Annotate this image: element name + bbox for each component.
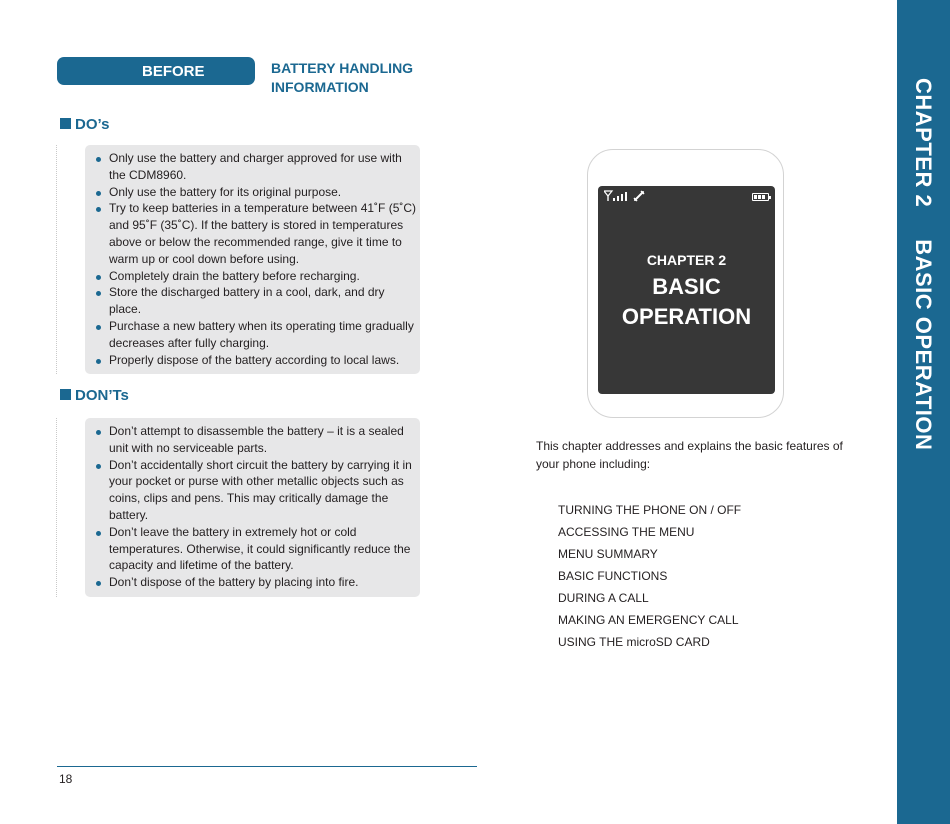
- bullet-icon: [96, 325, 101, 330]
- side-tab-title: BASIC OPERATION: [911, 239, 936, 451]
- donts-heading-text: DON’Ts: [75, 387, 129, 404]
- list-item: Only use the battery and charger approved for use with the CDM8960.: [85, 150, 420, 184]
- bullet-icon: [96, 581, 101, 586]
- screen-title-line-2: OPERATION: [621, 304, 752, 329]
- list-item: Don’t leave the battery in extremely hot or cold temperatures. Otherwise, it could significantly reduce the capacity and lifetime of the battery.: [85, 524, 420, 574]
- screen-chapter-label: CHAPTER 2: [646, 252, 727, 268]
- list-item: Don’t attempt to disassemble the battery – it is a sealed unit with no serviceable parts.: [85, 423, 420, 457]
- status-icons: [604, 190, 645, 204]
- bullet-icon: [96, 207, 101, 212]
- topic-item: USING THE microSD CARD: [558, 635, 710, 649]
- phone-icon: [633, 190, 645, 202]
- list-item: Only use the battery for its original purpose.: [85, 184, 420, 201]
- footer-rule: [57, 766, 477, 767]
- screen-title: [598, 272, 775, 332]
- dos-list: [85, 150, 420, 368]
- bullet-icon: [96, 157, 101, 162]
- page-number: 18: [59, 772, 73, 786]
- list-item: Completely drain the battery before recharging.: [85, 268, 420, 285]
- list-item: Purchase a new battery when its operating time gradually decreases after fully charging.: [85, 318, 420, 352]
- topic-item: ACCESSING THE MENU: [558, 525, 695, 539]
- list-item: Don’t dispose of the battery by placing into fire.: [85, 574, 420, 591]
- bullet-icon: [96, 531, 101, 536]
- square-bullet-icon: [60, 389, 71, 400]
- dos-heading-text: DO’s: [75, 116, 110, 133]
- dos-box: [85, 145, 420, 374]
- topic-item: BASIC FUNCTIONS: [558, 569, 668, 583]
- list-item: Try to keep batteries in a temperature between 41˚F (5˚C) and 95˚F (35˚C). If the battery is stored in temperatures above or below the recommended range, give it time to warm up or cool down before using.: [85, 200, 420, 267]
- donts-heading: [60, 387, 129, 405]
- list-item: Store the discharged battery in a cool, dark, and dry place.: [85, 284, 420, 318]
- signal-icon: [604, 190, 630, 202]
- bullet-icon: [96, 430, 101, 435]
- topic-item: MAKING AN EMERGENCY CALL: [558, 613, 739, 627]
- bullet-icon: [96, 464, 101, 469]
- chapter-topics: [558, 499, 741, 653]
- screen-title-line-1: BASIC: [652, 274, 721, 299]
- chapter-intro: This chapter addresses and explains the basic features of your phone including:: [536, 439, 843, 471]
- list-item: Properly dispose of the battery according to local laws.: [85, 352, 420, 369]
- battery-icon: [752, 193, 769, 201]
- topic-item: DURING A CALL: [558, 591, 649, 605]
- donts-list: [85, 423, 420, 591]
- bullet-icon: [96, 275, 101, 280]
- dos-heading: [60, 116, 109, 134]
- section-label: BEFORE USING: [57, 57, 255, 85]
- square-bullet-icon: [60, 118, 71, 129]
- donts-box: [85, 418, 420, 597]
- side-tab-chapter: CHAPTER 2: [911, 78, 936, 208]
- list-item: Don’t accidentally short circuit the battery by carrying it in your pocket or purse with other metallic objects such as coins, clips and pens. This may critically damage the battery.: [85, 457, 420, 524]
- topic-item: TURNING THE PHONE ON / OFF: [558, 503, 742, 517]
- topic-title: BATTERY HANDLING INFORMATION: [271, 60, 414, 95]
- side-tab-label: [911, 78, 935, 450]
- bullet-icon: [96, 191, 101, 196]
- topic-item: MENU SUMMARY: [558, 547, 658, 561]
- bullet-icon: [96, 291, 101, 296]
- bullet-icon: [96, 359, 101, 364]
